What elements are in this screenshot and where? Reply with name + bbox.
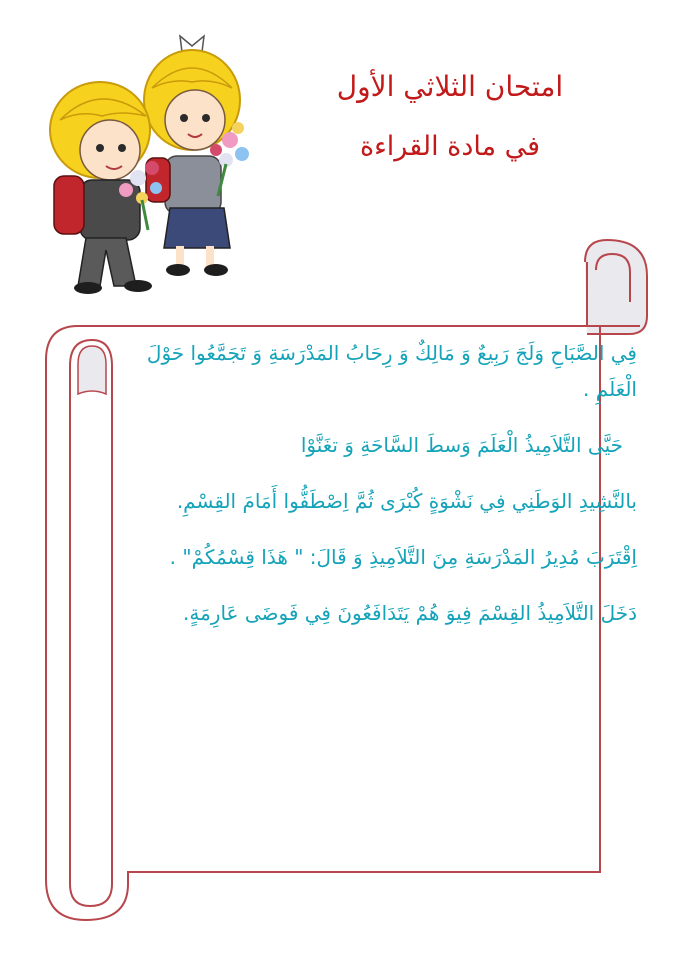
exam-title: امتحان الثلاثي الأول [336, 70, 564, 103]
scroll-left-curl [70, 340, 112, 906]
paragraph-1: فِي الصَّبَاحِ وَلَجَ رَبِيعٌ وَ مَالِكٌ وَ رِحَابُ المَدْرَسَةِ وَ تَجَمَّعُوا حَوْلَ الْعَلَمِ . [146, 341, 637, 401]
scroll-top-curl [585, 240, 647, 334]
paragraph-4: اِقْتَرَبَ مُدِيرُ المَدْرَسَةِ مِنَ التَّلاَمِيذِ وَ قَالَ: " هَذَا قِسْمُكُمْ" . [169, 545, 637, 569]
paragraph-3: بالنَّشِيدِ الوَطَنِي فِي نَشْوَةٍ كُبْرَى ثُمَّ اِصْطَفُّوا أَمَامَ القِسْمِ. [176, 489, 637, 513]
paragraph-2: حَيَّى التَّلاَمِيذُ الْعَلَمَ وَسطَ السَّاحَةِ وَ تغَنَّوْا [300, 433, 623, 457]
title-block [290, 62, 610, 172]
exam-subject: في مادة القراءة [359, 131, 541, 162]
children-illustration [30, 28, 275, 298]
paragraph-5: دَخَلَ التَّلاَمِيذُ القِسْمَ فِيوَ هُمْ يَتَدَافَعُونَ فِي فَوضَى عَارِمَةٍ. [183, 601, 637, 625]
boy-figure [50, 82, 152, 294]
reading-passage [122, 335, 637, 651]
